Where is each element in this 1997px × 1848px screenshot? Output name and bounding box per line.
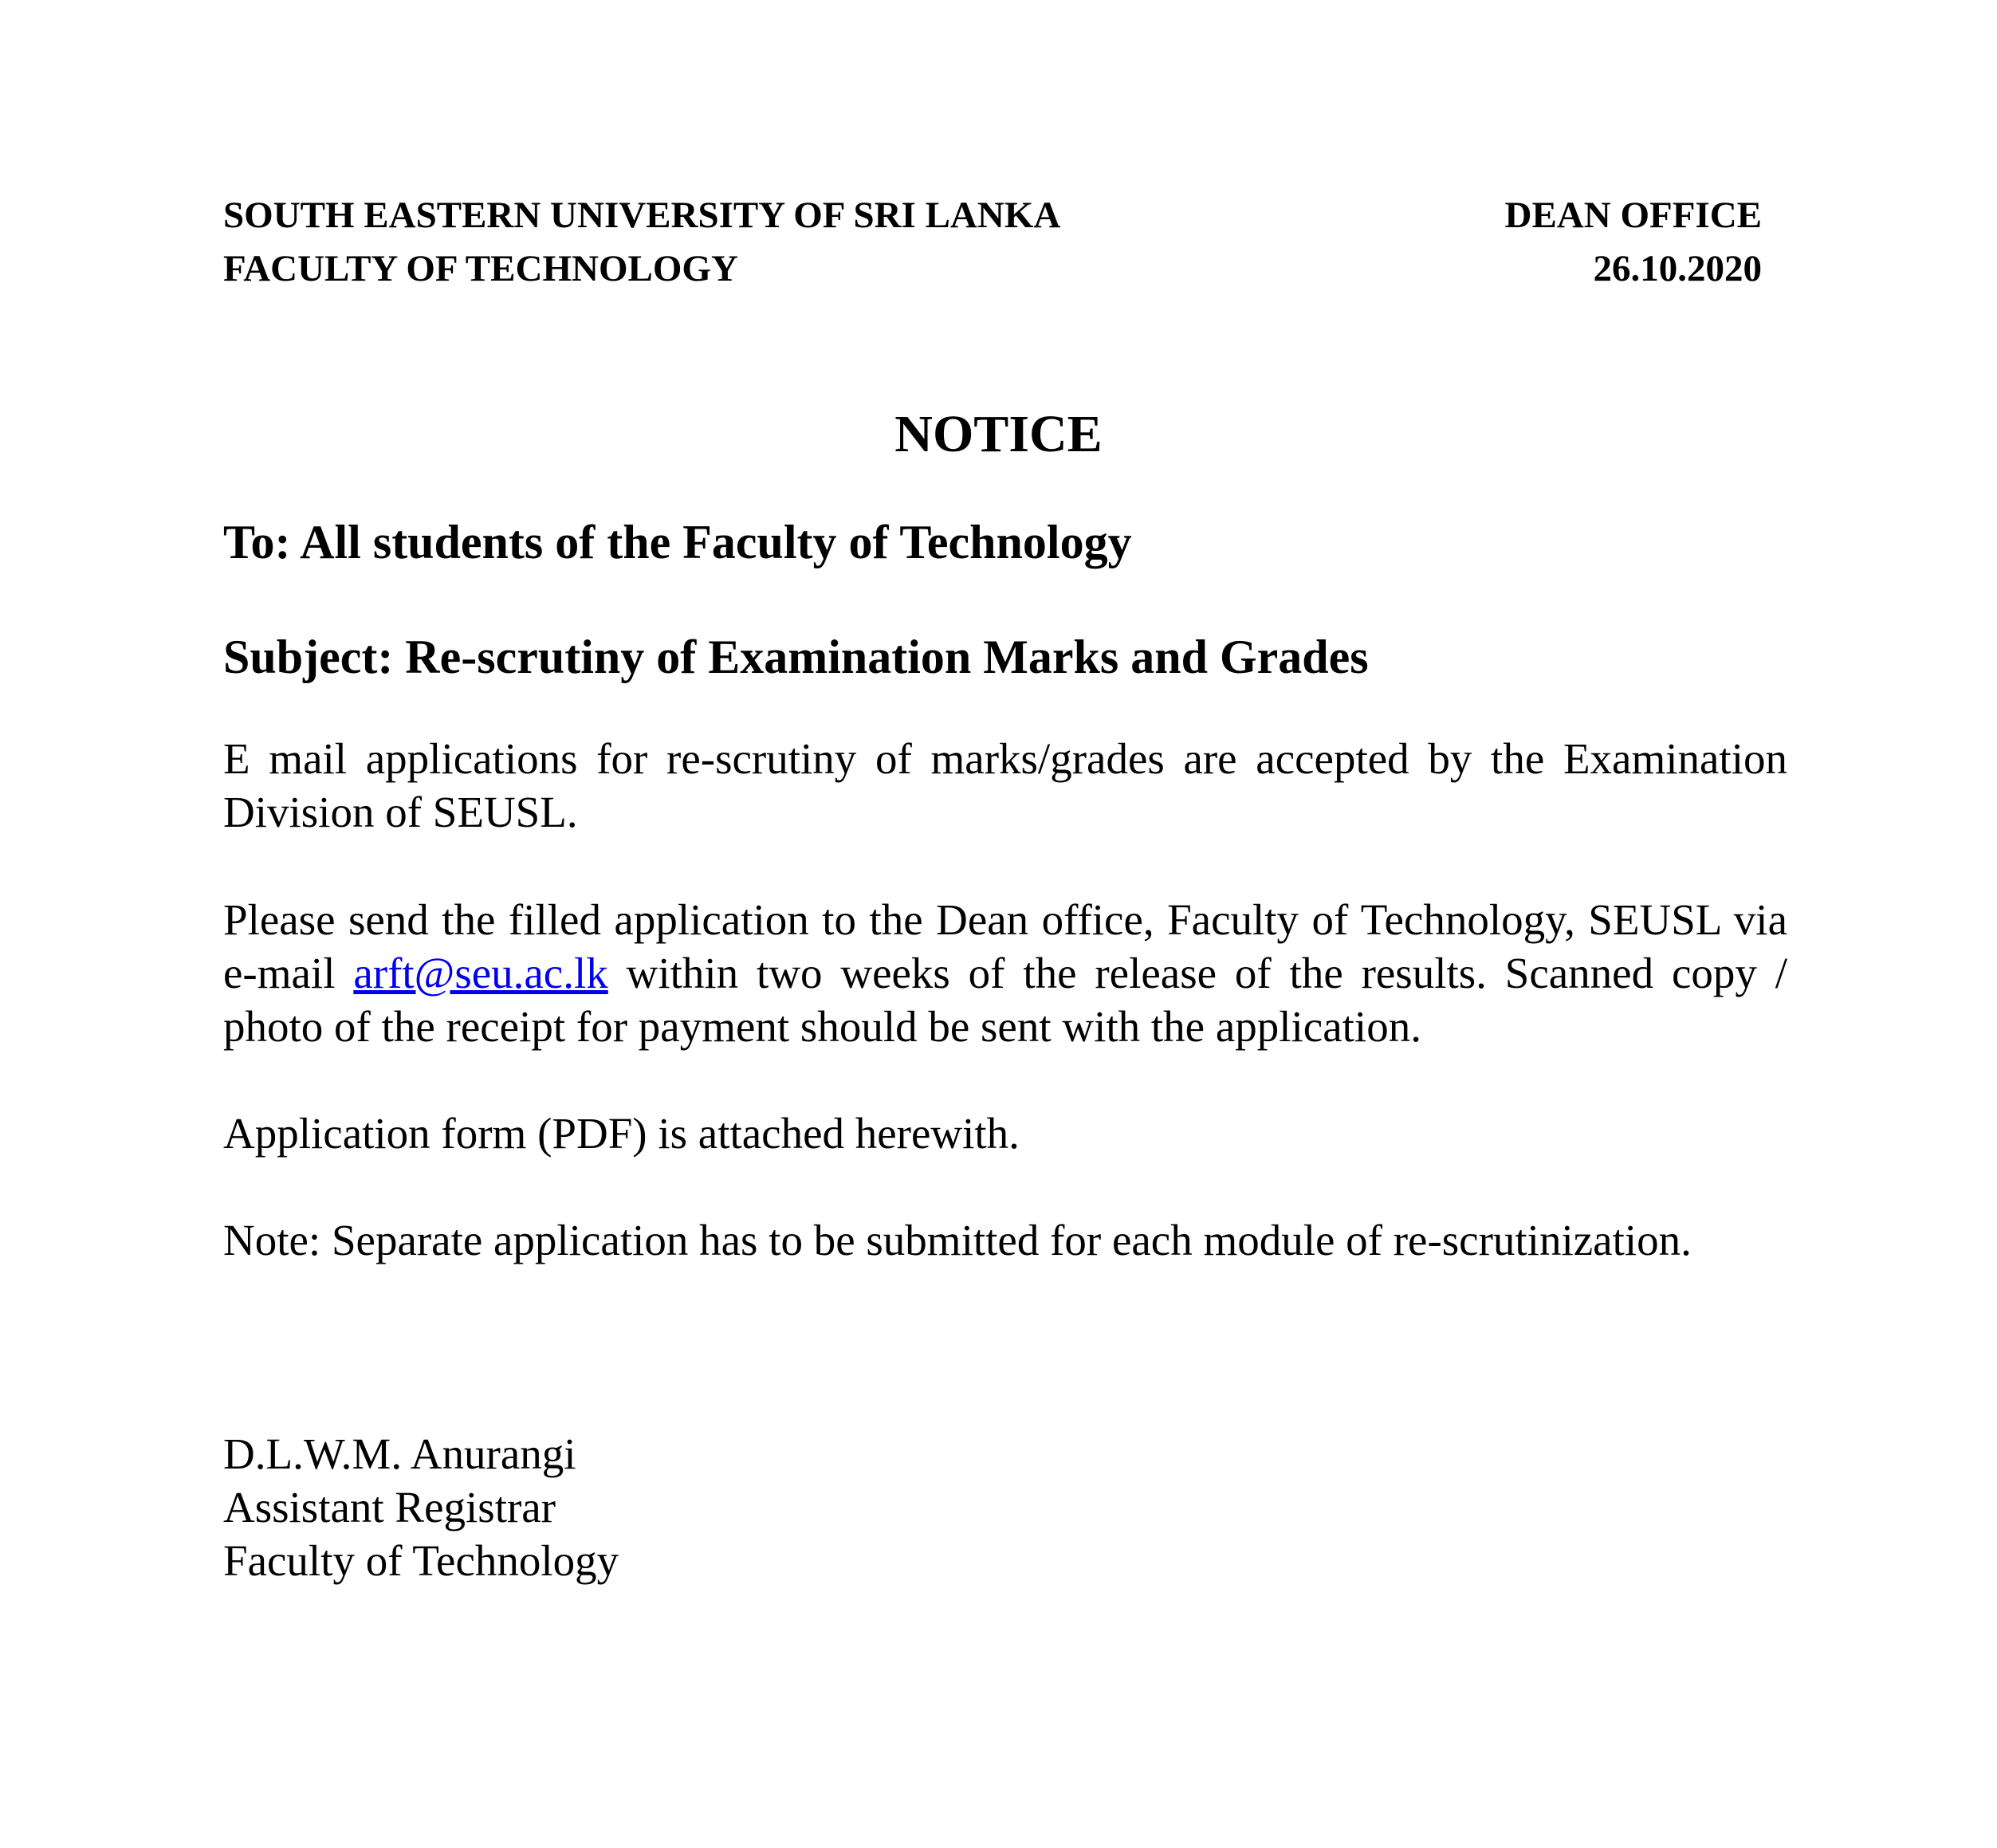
paragraph-attachment-info: Application form (PDF) is attached herewith. — [223, 1109, 1020, 1158]
paragraph-note: Note: Separate application has to be submitted for each module of re-scrutinization. — [223, 1216, 1692, 1264]
signatory-name: D.L.W.M. Anurangi — [223, 1429, 576, 1478]
paragraph-submission-instructions — [223, 893, 1787, 1053]
university-name: SOUTH EASTERN UNIVERSITY OF SRI LANKA — [223, 195, 1061, 236]
signatory-title: Assistant Registrar — [223, 1483, 556, 1531]
signature-block — [223, 1427, 619, 1587]
page-title: NOTICE — [894, 405, 1103, 463]
recipient-line: To: All students of the Faculty of Technology — [223, 516, 1132, 568]
subject-line: Subject: Re-scrutiny of Examination Marks and Grades — [223, 631, 1369, 683]
faculty-name: FACULTY OF TECHNOLOGY — [223, 248, 738, 289]
office-name: DEAN OFFICE — [1504, 195, 1762, 236]
signatory-department: Faculty of Technology — [223, 1536, 619, 1585]
paragraph-text-after-link: within two weeks of the release of the results. Scanned copy / photo of the receipt for payment should be sent with the application. — [223, 949, 1787, 1051]
notice-date: 26.10.2020 — [1593, 248, 1762, 289]
paragraph-text-before-link: Please send the filled application to the Dean office, Faculty of Technology, SEUSL via e-mail — [223, 895, 1787, 997]
header-left — [223, 189, 1060, 296]
paragraph-applications-accepted: E mail applications for re-scrutiny of marks/grades are accepted by the Examination Division of SEUSL. — [223, 734, 1787, 836]
header-right — [1116, 189, 1762, 296]
email-link[interactable]: arft@seu.ac.lk — [353, 949, 608, 997]
